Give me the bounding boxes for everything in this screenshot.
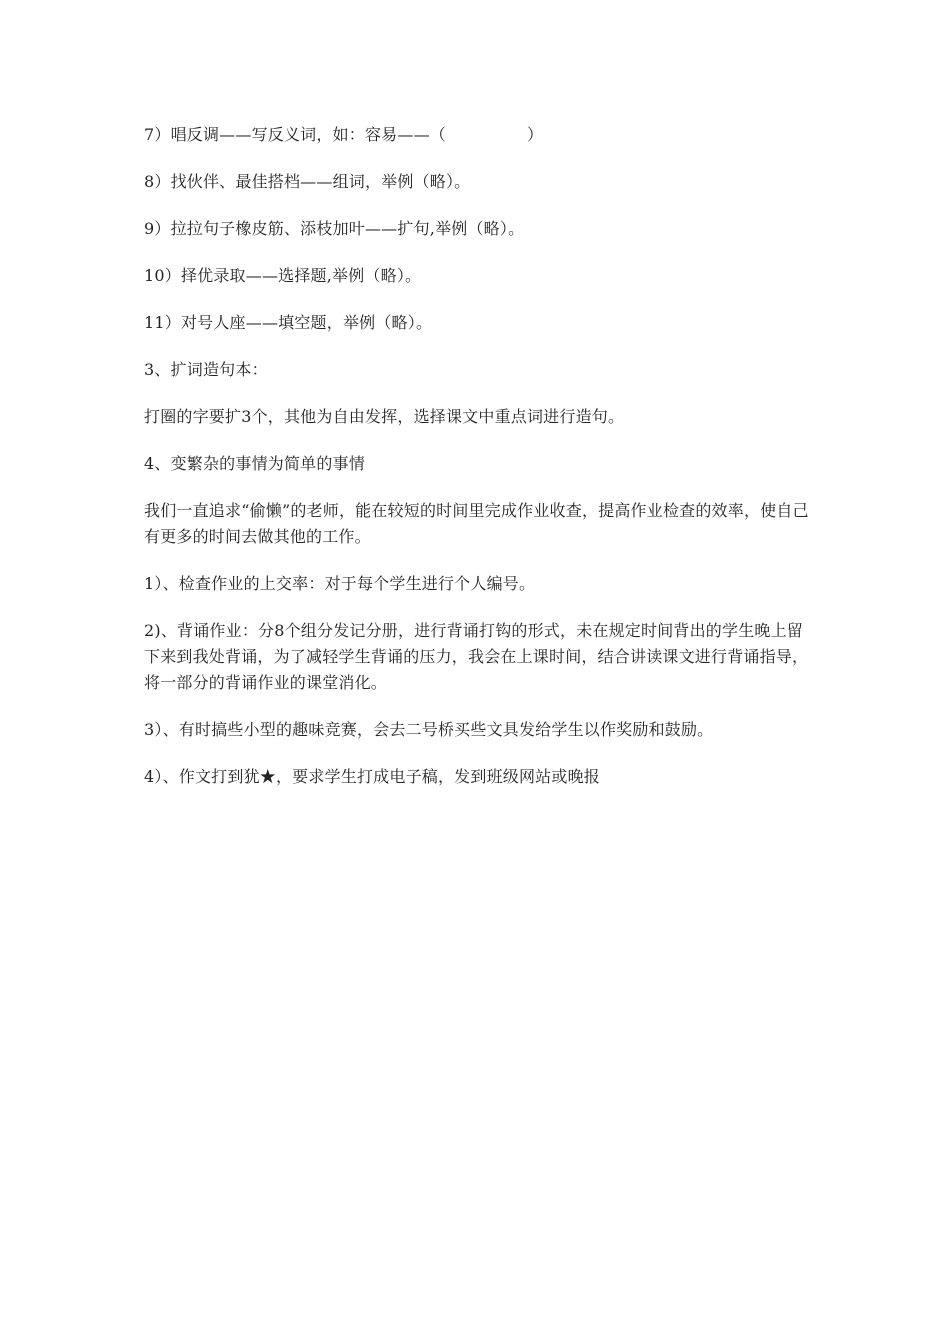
list-item-composition: 4）、作文打到犹★，要求学生打成电子稿，发到班级网站或晚报: [144, 767, 600, 786]
list-item-fill-blank: 11）对号人座——填空题，举例（略）。: [144, 313, 433, 332]
document-body: [144, 122, 810, 811]
list-item-recitation: 2)、背诵作业：分8个组分发记分册，进行背诵打钩的形式，未在规定时间背出的学生晚上留下来到我处背诵，为了减轻学生背诵的压力，我会在上课时间，结合讲读课文进行背诵指导，将一部分的背诵作业的课堂消化。: [144, 621, 809, 692]
paragraph-word-book-desc: 打圈的字要扩3个，其他为自由发挥，选择课文中重点词进行造句。: [144, 407, 625, 426]
list-item-multiple-choice: 10）择优录取——选择题,举例（略）。: [144, 266, 422, 285]
section-heading-simplify: 4、变繁杂的事情为简单的事情: [144, 454, 365, 473]
list-item-expand-sentence: 9）拉拉句子橡皮筋、添枝加叶——扩句,举例（略）。: [144, 219, 525, 238]
list-item-submission-rate: 1）、检查作业的上交率：对于每个学生进行个人编号。: [144, 574, 536, 593]
section-heading-word-book: 3、扩词造句本：: [144, 360, 268, 379]
paragraph-simplify-intro: 我们一直追求“偷懒”的老师，能在较短的时间里完成作业收查，提高作业检查的效率，使自己有更多的时间去做其他的工作。: [144, 501, 809, 546]
list-item-word-groups: 8）找伙伴、最佳搭档——组词，举例（略）。: [144, 172, 471, 191]
list-item-antonyms: 7）唱反调——写反义词，如：容易——（ ）: [144, 125, 544, 144]
list-item-competition: 3）、有时搞些小型的趣味竞赛，会去二号桥买些文具发给学生以作奖励和鼓励。: [144, 720, 714, 739]
